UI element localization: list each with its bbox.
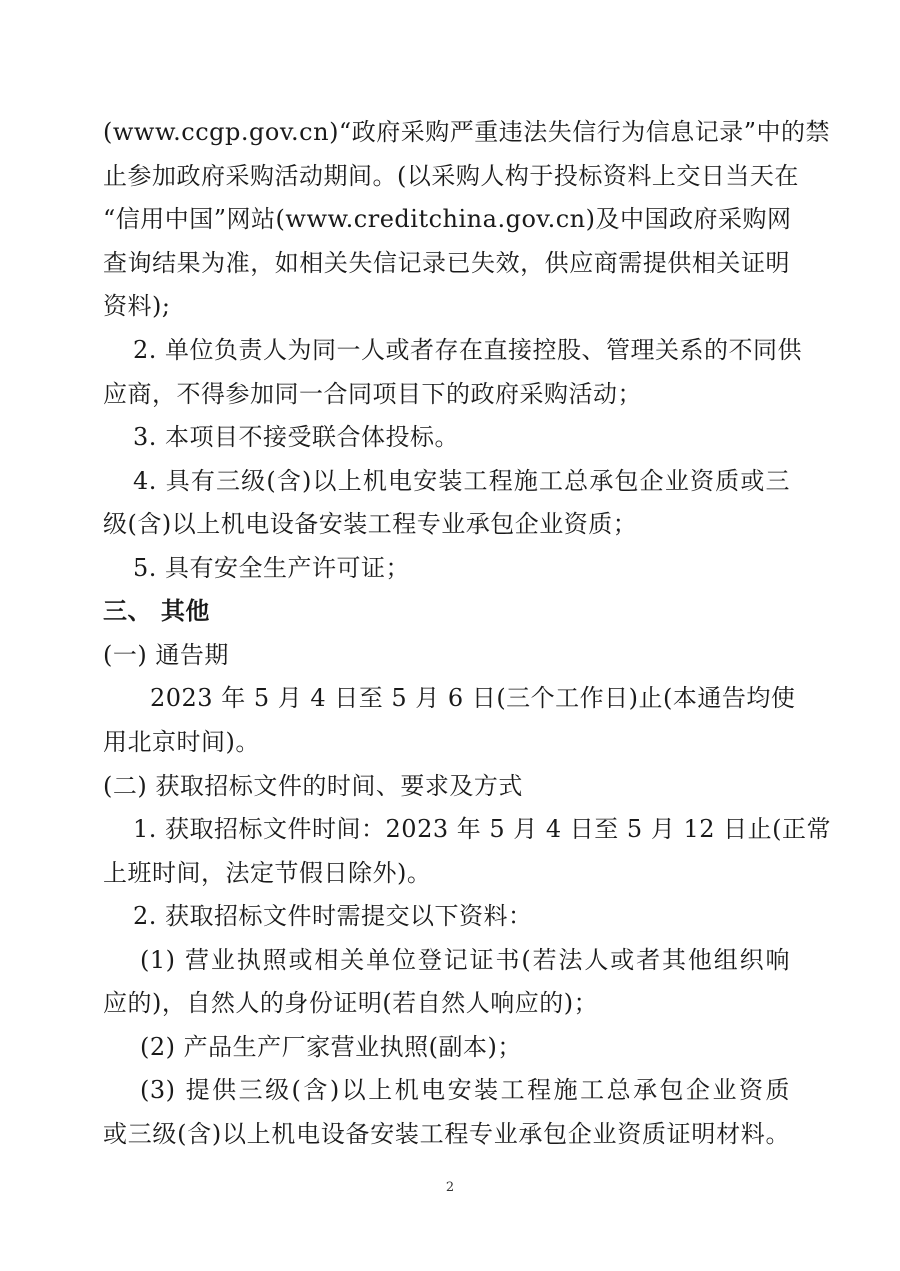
paragraph-line: “信用中国”网站(www.creditchina.gov.cn)及中国政府采购网 — [103, 205, 792, 233]
list-item-4-line: 级(含)以上机电设备安装工程专业承包企业资质； — [103, 510, 638, 538]
required-materials-line: 2. 获取招标文件时需提交以下资料： — [133, 902, 533, 930]
section-heading-other: 三、 其他 — [103, 596, 210, 625]
material-item-3-line: 或三级(含)以上机电设备安装工程专业承包企业资质证明材料。 — [103, 1120, 790, 1148]
notice-period-line: 用北京时间)。 — [103, 728, 260, 756]
page-number: 2 — [445, 1180, 455, 1195]
list-item-4-line: 4. 具有三级(含)以上机电安装工程施工总承包企业资质或三 — [133, 467, 790, 495]
subsection-heading-notice-period: (一) 通告期 — [103, 641, 229, 669]
paragraph-line: (www.ccgp.gov.cn)“政府采购严重违法失信行为信息记录”中的禁 — [103, 118, 830, 146]
subsection-heading-obtain-documents: (二) 获取招标文件的时间、要求及方式 — [103, 772, 523, 800]
obtain-time-line: 1. 获取招标文件时间：2023 年 5 月 4 日至 5 月 12 日止(正常 — [133, 815, 831, 843]
material-item-1-line: 应的)，自然人的身份证明(若自然人响应的)； — [103, 989, 599, 1017]
list-item-5: 5. 具有安全生产许可证； — [133, 554, 411, 582]
paragraph-line: 查询结果为准，如相关失信记录已失效，供应商需提供相关证明 — [103, 249, 790, 277]
material-item-2: (2) 产品生产厂家营业执照(副本)； — [140, 1033, 522, 1061]
obtain-time-line: 上班时间，法定节假日除外)。 — [103, 859, 432, 887]
paragraph-line: 资料); — [103, 292, 171, 320]
list-item-2-line: 2. 单位负责人为同一人或者存在直接控股、管理关系的不同供 — [133, 336, 803, 364]
list-item-3: 3. 本项目不接受联合体投标。 — [133, 423, 460, 451]
material-item-1-line: (1) 营业执照或相关单位登记证书(若法人或者其他组织响 — [140, 946, 790, 974]
paragraph-line: 止参加政府采购活动期间。(以采购人构于投标资料上交日当天在 — [103, 162, 799, 190]
notice-period-line: 2023 年 5 月 4 日至 5 月 6 日(三个工作日)止(本通告均使 — [150, 684, 796, 712]
list-item-2-line: 应商，不得参加同一合同项目下的政府采购活动； — [103, 380, 642, 408]
material-item-3-line: (3) 提供三级(含)以上机电安装工程施工总承包企业资质 — [140, 1076, 790, 1104]
